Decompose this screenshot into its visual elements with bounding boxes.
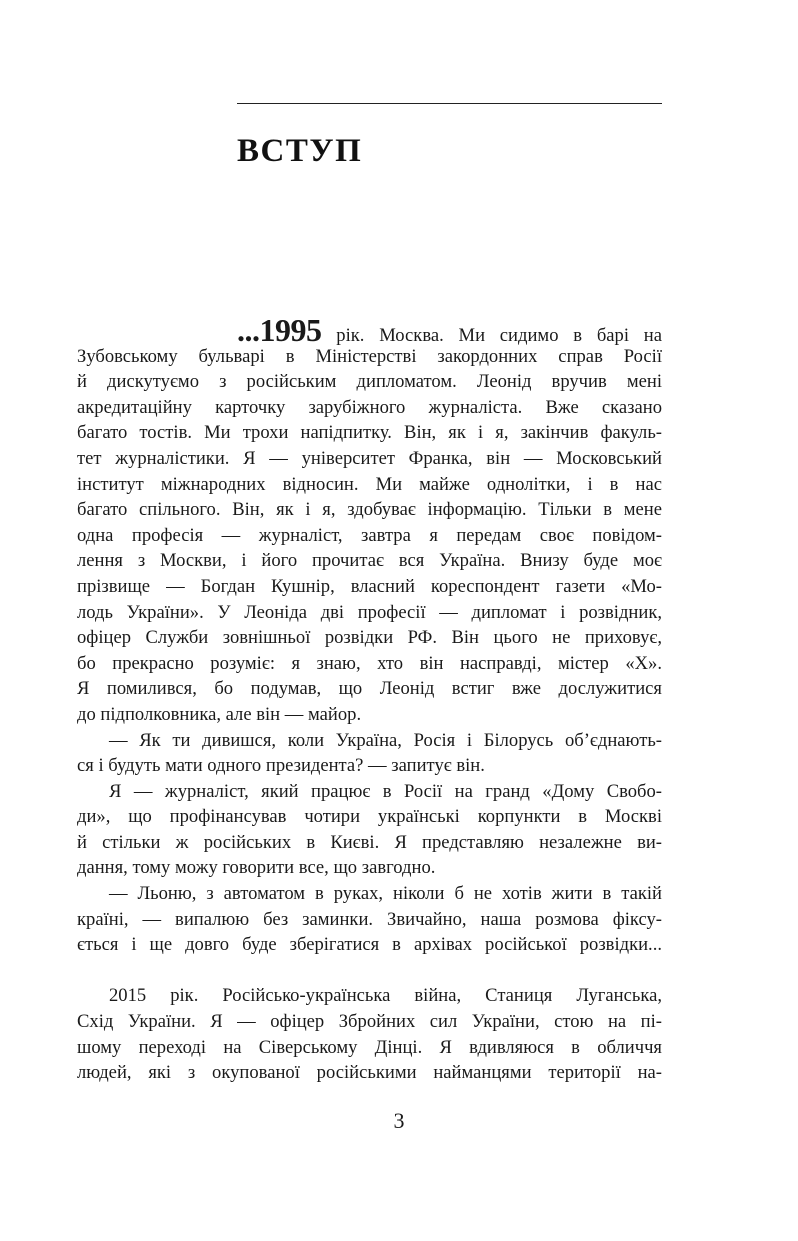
lead-year: ...1995: [237, 312, 322, 348]
text-line-content: одна професія — журналіст, завтра я передам своє повідом-: [77, 524, 662, 546]
text-line: [77, 907, 662, 933]
text-line-content: й стільки ж російських в Києві. Я представляю незалежне ви-: [77, 831, 662, 853]
body-text: [77, 312, 662, 1086]
text-line: [77, 600, 662, 626]
text-line: [77, 548, 662, 574]
text-line-content: до підполковника, але він — майор.: [77, 703, 362, 725]
text-line-content: лення з Москви, і його прочитає вся Україна. Внизу буде моє: [77, 550, 662, 572]
text-line: [77, 497, 662, 523]
text-line-content: тет журналістики. Я — університет Франка, він — Московський: [77, 447, 662, 469]
text-line: [77, 932, 662, 958]
text-line: [77, 651, 662, 677]
text-line: [77, 395, 662, 421]
text-line: [77, 1035, 662, 1061]
chapter-title: ВСТУП: [237, 133, 363, 169]
text-line: [77, 753, 662, 779]
text-line-content: шому переході на Сіверському Дінці. Я вдивляюся в обличчя: [77, 1036, 662, 1058]
text-line: [77, 446, 662, 472]
text-line-content: Я помилився, бо подумав, що Леонід встиг вже дослужитися: [77, 678, 662, 700]
text-line: [77, 702, 662, 728]
text-line-content: багато спільного. Він, як і я, здобуває інформацію. Тільки в мене: [77, 499, 662, 521]
text-line: [77, 574, 662, 600]
text-line: [77, 312, 662, 348]
text-line: [77, 344, 662, 370]
text-line: [77, 676, 662, 702]
text-line: [77, 779, 662, 805]
text-line: [77, 369, 662, 395]
text-line-content: лодь України». У Леоніда дві професії — дипломат і розвідник,: [77, 601, 662, 623]
text-line-content: країні, — випалюю без заминки. Звичайно, наша розмова фіксу-: [77, 908, 662, 930]
text-line: [77, 1060, 662, 1086]
text-line: [77, 420, 662, 446]
text-line-content: прізвище — Богдан Кушнір, власний кореспондент газети «Мо-: [77, 575, 662, 597]
text-line: [77, 1009, 662, 1035]
text-line: [77, 830, 662, 856]
text-line-content: рік. Москва. Ми сидимо в барі на: [321, 325, 662, 346]
text-line-content: людей, які з окупованої російськими найманцями території на-: [77, 1062, 662, 1084]
text-line-content: інститут міжнародних відносин. Ми майже однолітки, і в нас: [77, 473, 662, 495]
text-line: [77, 881, 662, 907]
text-line-content: Я — журналіст, який працює в Росії на гранд «Дому Свобо-: [109, 780, 662, 802]
text-line-content: ється і ще довго буде зберігатися в архівах російської розвідки...: [77, 934, 662, 956]
text-line-content: Схід України. Я — офіцер Збройних сил України, стою на пі-: [77, 1011, 662, 1033]
text-line: [77, 625, 662, 651]
header-rule: [237, 103, 662, 104]
text-line: [77, 472, 662, 498]
text-line-content: офіцер Служби зовнішньої розвідки РФ. Він цього не приховує,: [77, 627, 662, 649]
text-line: [77, 523, 662, 549]
text-line: [77, 855, 662, 881]
page-number: 3: [393, 1108, 405, 1133]
text-line-content: 2015 рік. Російсько-українська війна, Станиця Луганська,: [109, 985, 662, 1007]
text-line-content: акредитаційну карточку зарубіжного журналіста. Вже сказано: [77, 396, 662, 418]
text-line: [77, 804, 662, 830]
text-line: [77, 728, 662, 754]
text-line-content: Зубовському бульварі в Міністерстві закордонних справ Росії: [77, 345, 662, 367]
text-line-content: бо прекрасно розуміє: я знаю, хто він насправді, містер «Х».: [77, 652, 662, 674]
text-line-content: багато тостів. Ми трохи напідпитку. Він, як і я, закінчив факуль-: [77, 422, 662, 444]
paragraph-gap: [77, 958, 662, 984]
text-line-content: — Як ти дивишся, коли Україна, Росія і Білорусь об’єднають-: [109, 729, 662, 751]
text-line-content: — Льоню, з автоматом в руках, ніколи б не хотів жити в такій: [109, 883, 662, 905]
text-line: [77, 983, 662, 1009]
text-line-content: ся і будуть мати одного президента? — запитує він.: [77, 755, 485, 777]
text-line-content: дання, тому можу говорити все, що завгодно.: [77, 857, 436, 879]
text-line-content: й дискутуємо з російським дипломатом. Леонід вручив мені: [77, 371, 662, 393]
text-line-content: ди», що профінансував чотири українські корпункти в Москві: [77, 806, 662, 828]
